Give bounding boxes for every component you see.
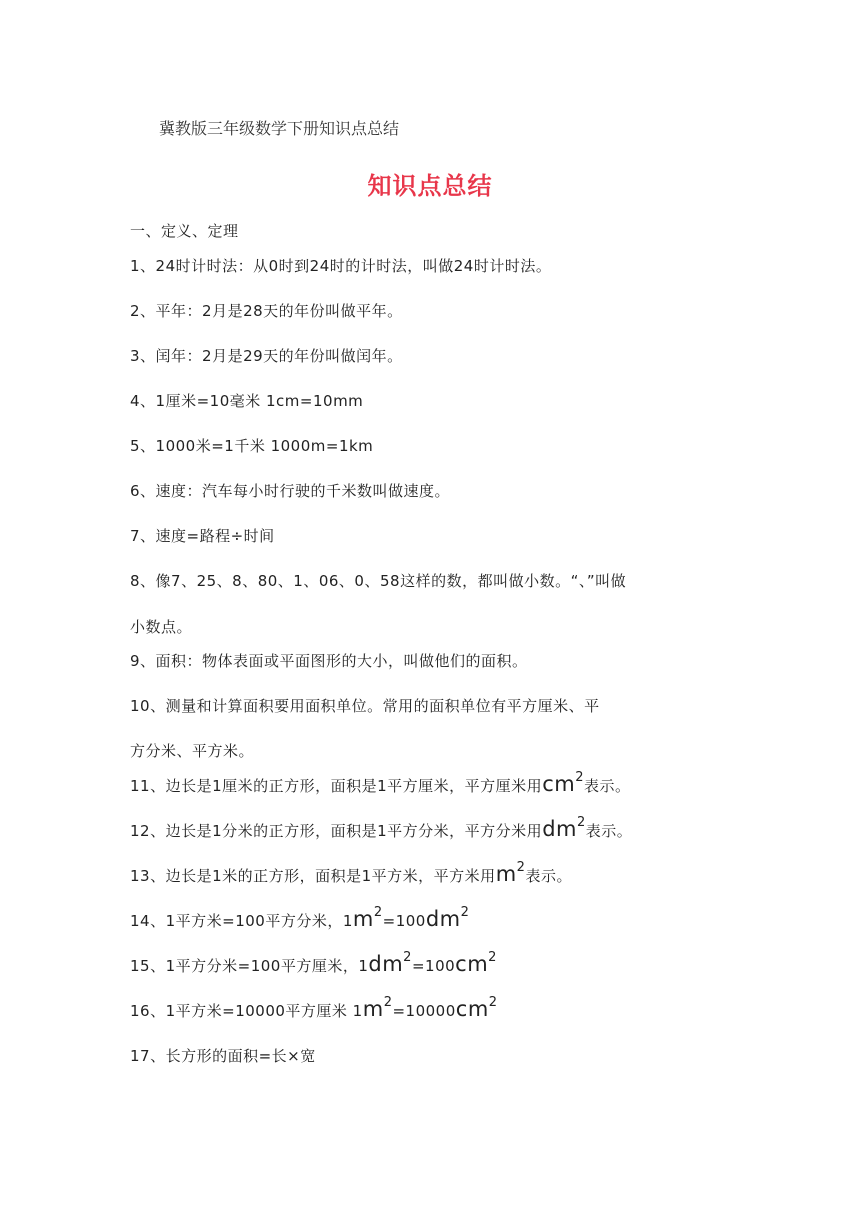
document-title: 冀教版三年级数学下册知识点总结 — [159, 119, 400, 138]
item-text: 表示。 — [585, 822, 633, 840]
list-item — [130, 862, 572, 886]
list-item-continuation: 方分米、平方米。 — [130, 742, 255, 760]
item-text: 表示。 — [525, 867, 572, 885]
unit-symbol: $cm^2$ — [542, 770, 584, 796]
list-item: 5、1000米=1千米 1000m=1km — [130, 437, 374, 455]
item-text: =100 — [411, 957, 456, 975]
unit-symbol: $dm^2$ — [425, 905, 470, 931]
unit-symbol: $m^2$ — [495, 860, 526, 886]
list-item: 3、闰年：2月是29天的年份叫做闰年。 — [130, 347, 403, 365]
list-item: 17、长方形的面积=长×宽 — [130, 1047, 316, 1065]
list-item — [130, 772, 631, 796]
list-item — [130, 907, 469, 931]
list-item — [130, 997, 498, 1021]
list-item: 7、速度=路程÷时间 — [130, 527, 275, 545]
unit-symbol: $dm^2$ — [542, 815, 586, 841]
unit-symbol: $cm^2$ — [455, 995, 498, 1021]
list-item: 2、平年：2月是28天的年份叫做平年。 — [130, 302, 403, 320]
item-text: 表示。 — [583, 777, 631, 795]
item-text: 12、边长是1分米的正方形，面积是1平方分米，平方分米用 — [130, 822, 543, 840]
unit-symbol: $dm^2$ — [368, 950, 412, 976]
unit-symbol: $cm^2$ — [455, 950, 497, 976]
list-item: 9、面积：物体表面或平面图形的大小，叫做他们的面积。 — [130, 652, 528, 670]
list-item: 4、1厘米=10毫米 1cm=10mm — [130, 392, 364, 410]
list-item: 8、像7、25、8、80、1、06、0、58这样的数，都叫做小数。“、”叫做 — [130, 572, 627, 590]
list-item: 1、24时计时法：从0时到24时的计时法，叫做24时计时法。 — [130, 257, 552, 275]
item-text: 13、边长是1米的正方形，面积是1平方米，平方米用 — [130, 867, 496, 885]
list-item — [130, 952, 497, 976]
unit-symbol: $m^2$ — [352, 905, 383, 931]
item-text: 11、边长是1厘米的正方形，面积是1平方厘米，平方厘米用 — [130, 777, 543, 795]
list-item: 10、测量和计算面积要用面积单位。常用的面积单位有平方厘米、平 — [130, 697, 600, 715]
item-text: 14、1平方米=100平方分米，1 — [130, 912, 353, 930]
main-heading: 知识点总结 — [367, 172, 493, 200]
item-text: 16、1平方米=10000平方厘米 1 — [130, 1002, 363, 1020]
list-item — [130, 817, 632, 841]
unit-symbol: $m^2$ — [362, 995, 393, 1021]
item-text: 15、1平方分米=100平方厘米，1 — [130, 957, 369, 975]
list-item-continuation: 小数点。 — [130, 618, 193, 636]
section-heading: 一、定义、定理 — [130, 222, 239, 240]
list-item: 6、速度：汽车每小时行驶的千米数叫做速度。 — [130, 482, 451, 500]
item-text: =10000 — [392, 1002, 456, 1020]
item-text: =100 — [382, 912, 426, 930]
